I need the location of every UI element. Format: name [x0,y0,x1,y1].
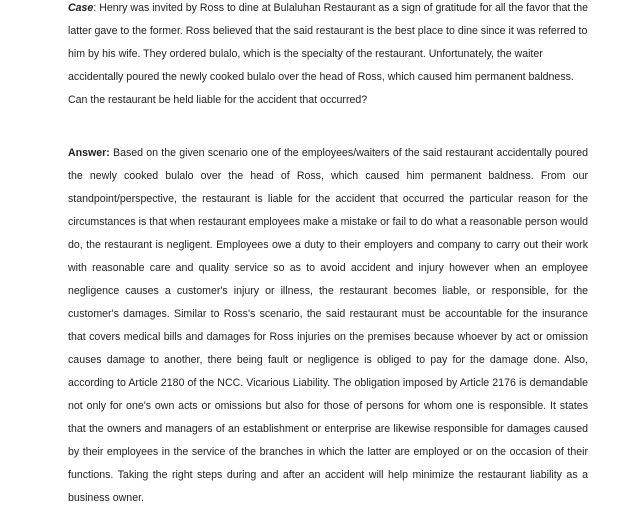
case-label: Case [68,2,94,14]
case-text: Henry was invited by Ross to dine at Bulaluhan Restaurant as a sign of gratitude for all the favor that the latter gave to the former. Ross believed that the said restaurant is the best place to dine since it was referred to him by his wife. They ordered bulalo, which is the specialty of the restaurant. Unfortunately, the waiter accidentally poured the newly cooked bulalo over the head of Ross, which caused him permanent baldness. Can the restaurant be held liable for the accident that occurred? [68,2,588,106]
answer-paragraph [68,142,588,510]
case-paragraph [68,0,588,112]
answer-text: Based on the given scenario one of the employees/waiters of the said restaurant accidentally poured the newly cooked bulalo over the head of Ross, which caused him permanent baldness. From our standpoint/perspective, the restaurant is liable for the accident that occurred the particular reason for the circumstances is that when restaurant employees make a mistake or fail to do what a reasonable person would do, the restaurant is negligent. Employees owe a duty to their employers and company to carry out their work with reasonable care and quality service so as to avoid accident and injury however when an employee negligence causes a customer's injury or illness, the restaurant becomes liable, or responsible, for the customer's damages. Similar to Ross's scenario, the said restaurant must be accountable for the insurance that covers medical bills and damages for Ross injuries on the premises because whoever by act or omission causes damage to another, there being fault or negligence is obliged to pay for the damage done. Also, according to Article 2180 of the NCC. Vicarious Liability. The obligation imposed by Article 2176 is demandable not only for one's own acts or omissions but also for those of persons for whom one is responsible. It states that the owners and managers of an establishment or enterprise are likewise responsible for damages caused by their employees in the service of the branches in which the latter are employed or on the occasion of their functions. Taking the right steps during and after an accident will help minimize the restaurant liability as a business owner. [68,147,588,504]
case-separator: : [93,2,100,14]
answer-label: Answer: [68,147,110,159]
